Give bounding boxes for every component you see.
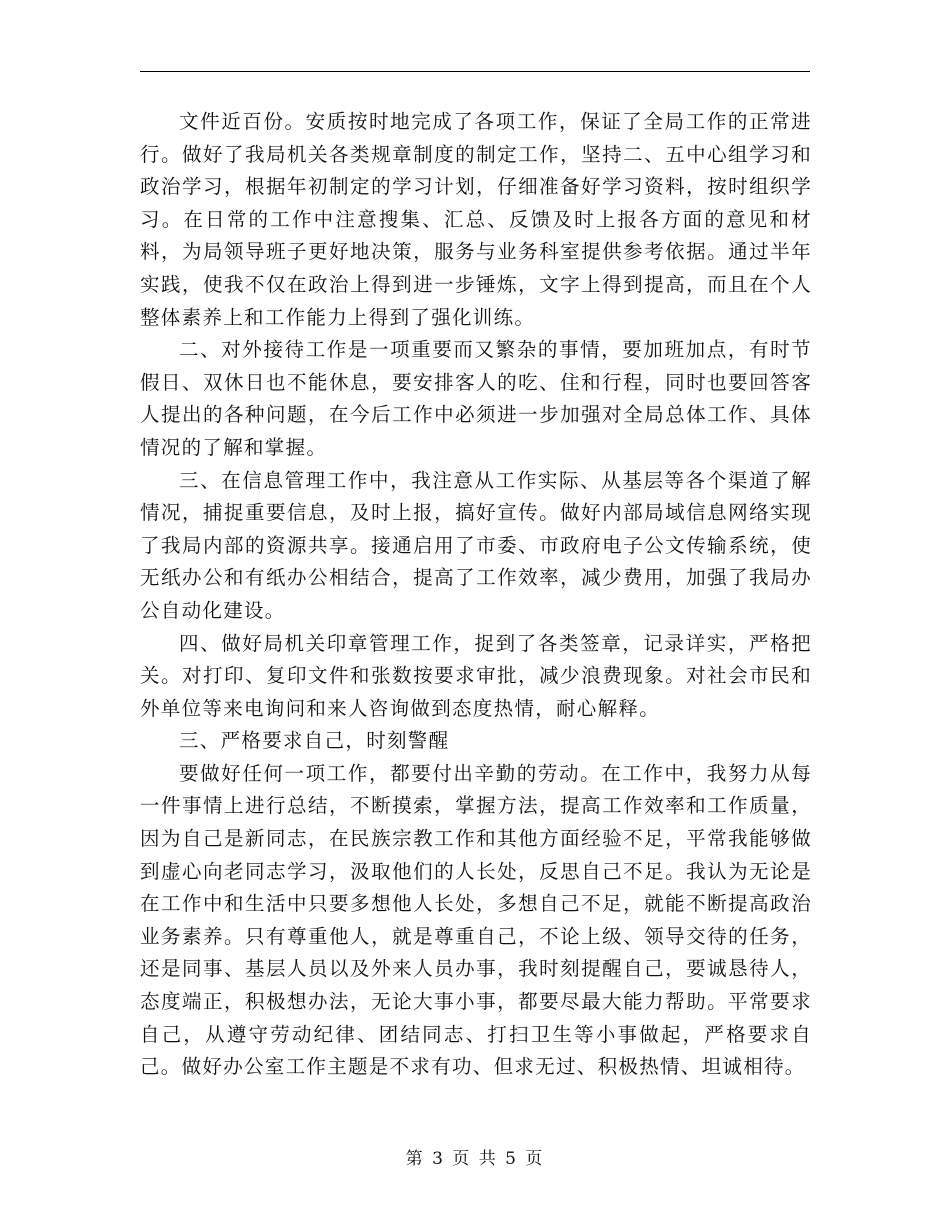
section-heading: 三、严格要求自己，时刻警醒 [179,729,450,753]
page-footer [0,1147,950,1171]
footer-middle: 页 共 [452,1149,498,1169]
footer-page-number: 3 [432,1149,445,1169]
paragraph-4: 四、做好局机关印章管理工作，捉到了各类签章，记录详实，严格把关。对打印、复印文件和张数按要求审批，减少浪费现象。对社会市民和外单位等来电询问和来人咨询做到态度热情，耐心解释。 [140,631,812,720]
paragraph-2: 二、对外接待工作是一项重要而又繁杂的事情，要加班加点，有时节假日、双休日也不能休息，要安排客人的吃、住和行程，同时也要回答客人提出的各种问题，在今后工作中必须进一步加强对全局总体工作、具体情况的了解和掌握。 [140,338,812,459]
footer-suffix: 页 [525,1149,545,1169]
paragraph-1: 文件近百份。安质按时地完成了各项工作，保证了全局工作的正常进行。做好了我局机关各类规章制度的制定工作，坚持二、五中心组学习和政治学习，根据年初制定的学习计划，仔细准备好学习资料，按时组织学习。在日常的工作中注意搜集、汇总、反馈及时上报各方面的意见和材料，为局领导班子更好地决策，服务与业务科室提供参考依据。通过半年实践，使我不仅在政治上得到进一步锤炼，文字上得到提高，而且在个人整体素养上和工作能力上得到了强化训练。 [140,110,812,329]
header-rule [140,71,810,72]
paragraph-3: 三、在信息管理工作中，我注意从工作实际、从基层等各个渠道了解情况，捕捉重要信息，及时上报，搞好宣传。做好内部局域信息网络实现了我局内部的资源共享。接通启用了市委、市政府电子公文传输系统，使无纸办公和有纸办公相结合，提高了工作效率，减少费用，加强了我局办公自动化建设。 [140,468,812,622]
footer-total-pages: 5 [505,1149,518,1169]
document-body [140,106,812,1084]
paragraph-5: 要做好任何一项工作，都要付出辛勤的劳动。在工作中，我努力从每一件事情上进行总结，不断摸索，掌握方法，提高工作效率和工作质量，因为自己是新同志，在民族宗教工作和其他方面经验不足，平常我能够做到虚心向老同志学习，汲取他们的人长处，反思自己不足。我认为无论是在工作中和生活中只要多想他人长处，多想自己不足，就能不断提高政治业务素养。只有尊重他人，就是尊重自己，不论上级、领导交待的任务，还是同事、基层人员以及外来人员办事，我时刻提醒自己，要诚恳待人，态度端正，积极想办法，无论大事小事，都要尽最大能力帮助。平常要求自己，从遵守劳动纪律、团结同志、打扫卫生等小事做起，严格要求自己。做好办公室工作主题是不求有功、但求无过、积极热情、坦诚相待。 [140,761,812,1079]
footer-prefix: 第 [405,1149,425,1169]
